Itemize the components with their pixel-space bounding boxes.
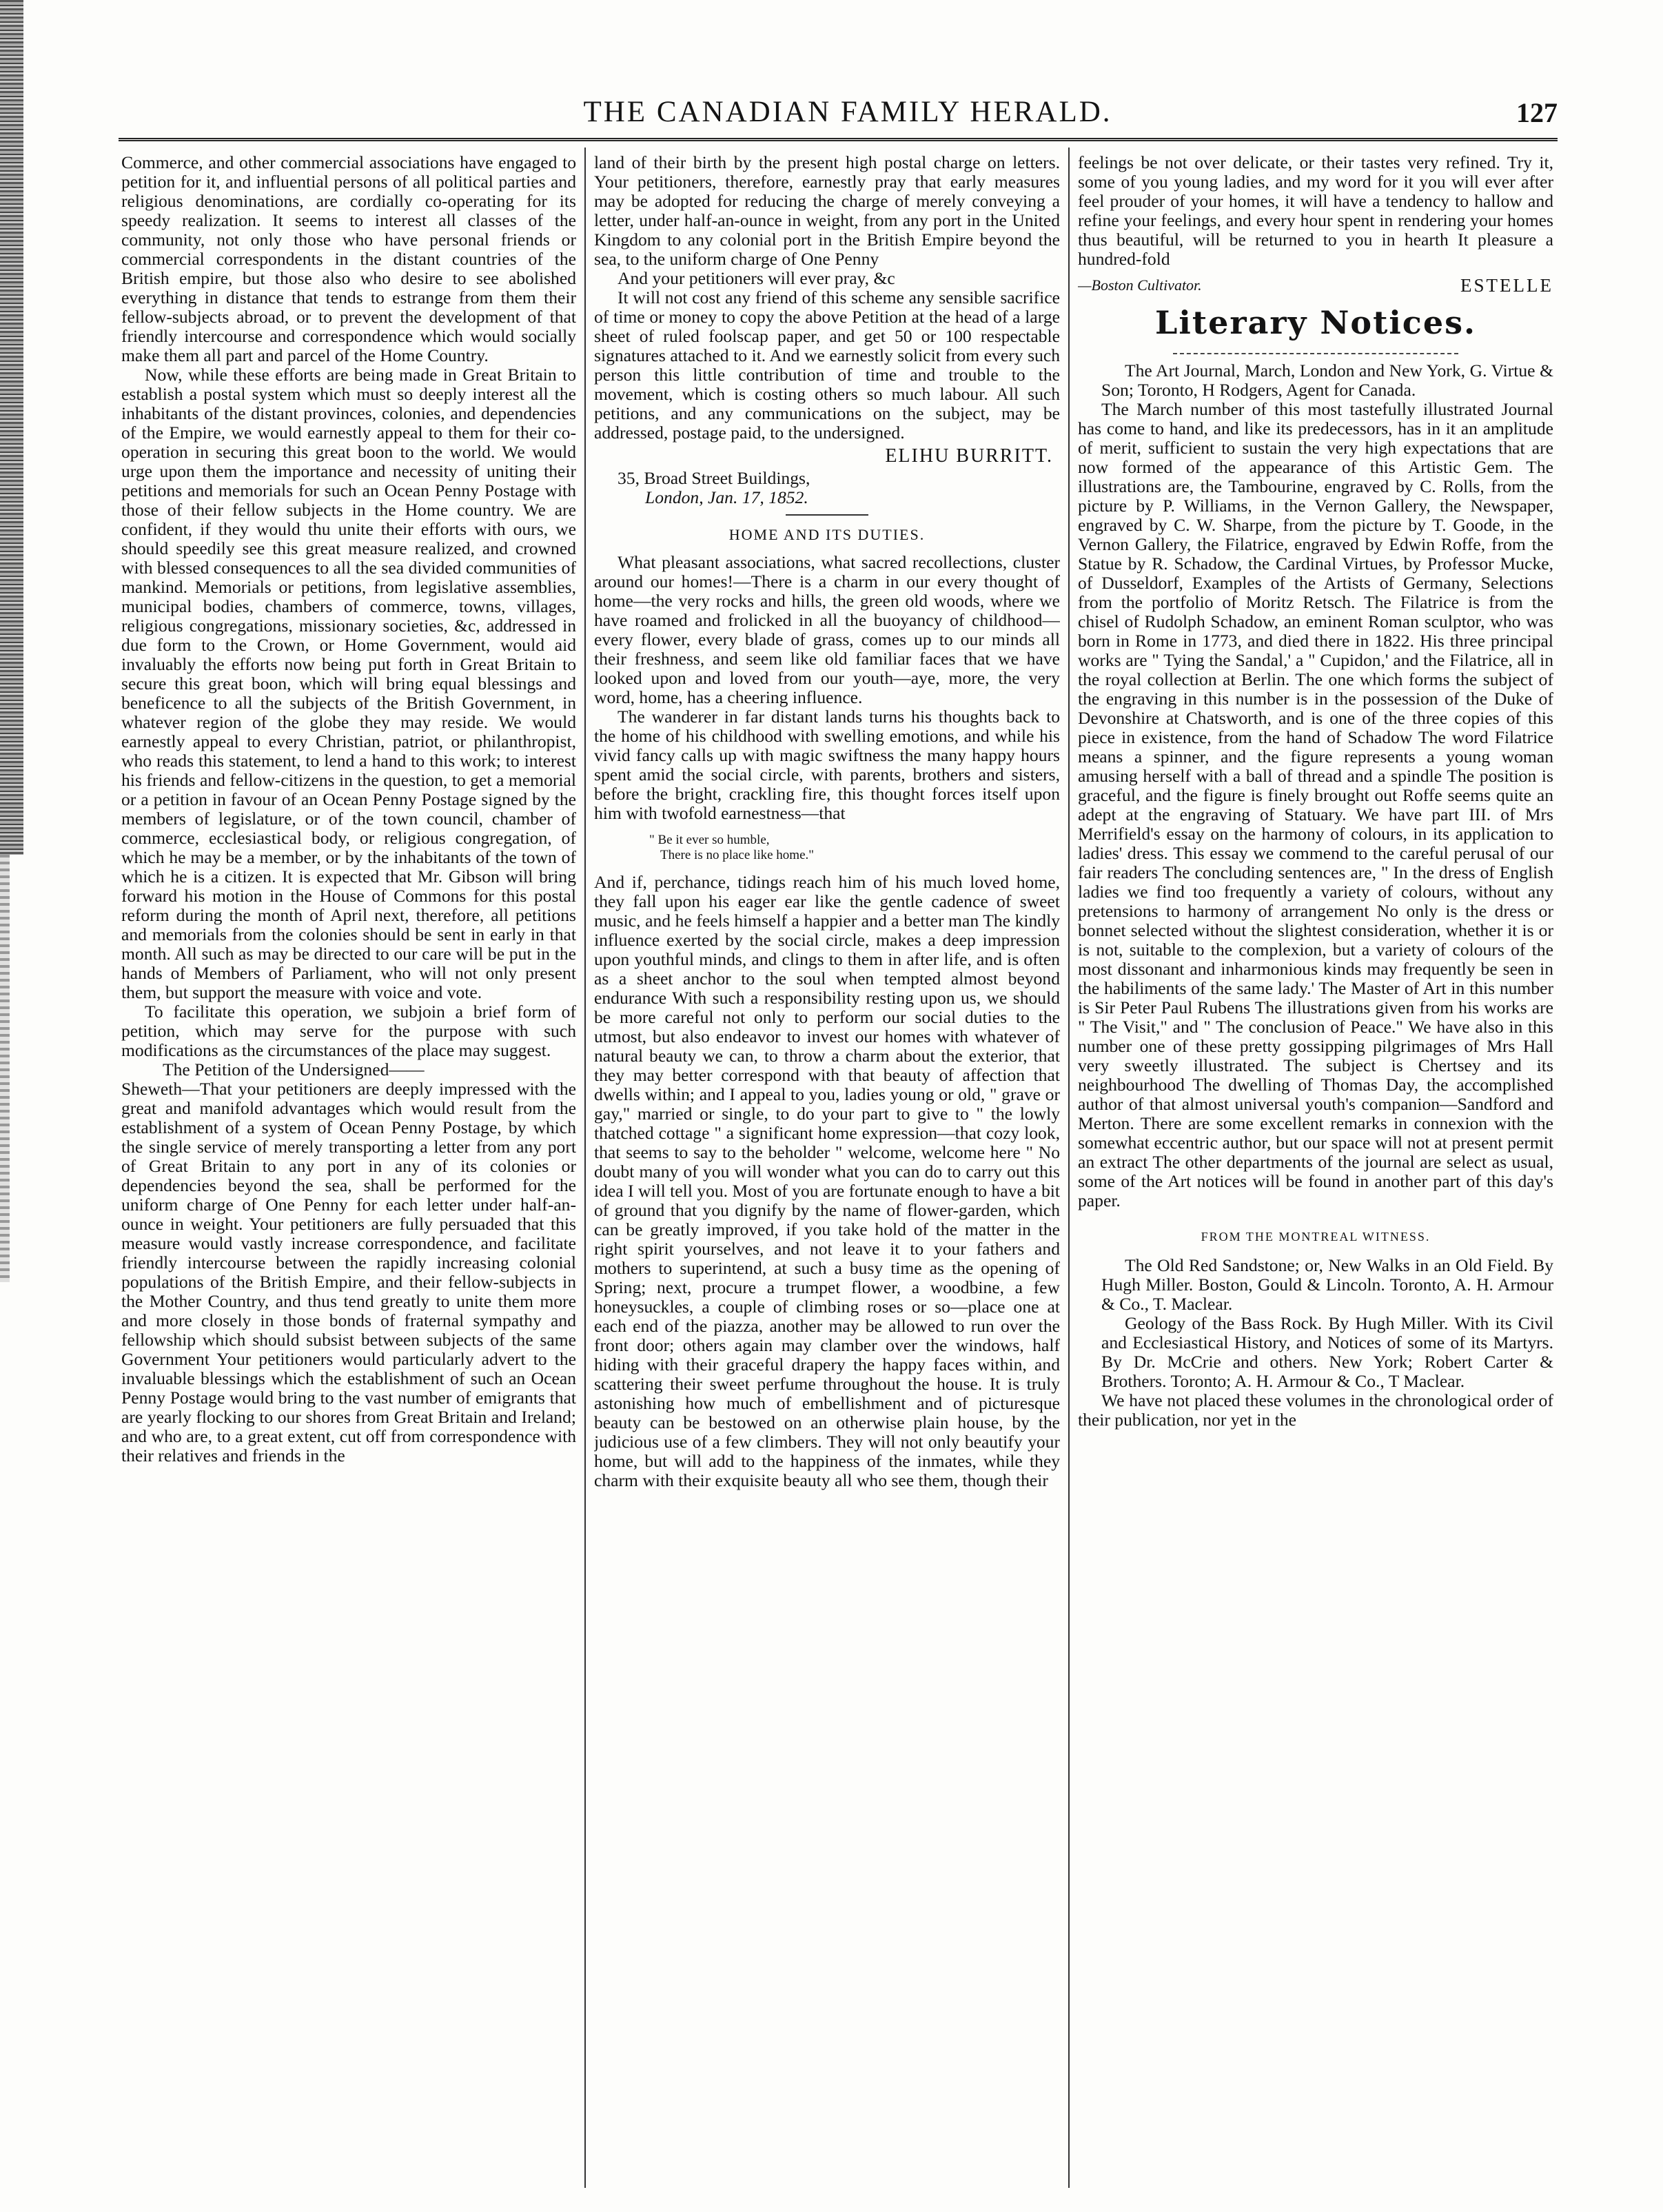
source-heading: FROM THE MONTREAL WITNESS.	[1201, 1230, 1431, 1244]
paragraph: And your petitioners will ever pray, &c	[618, 268, 895, 288]
paragraph: Commerce, and other commercial associations have engaged to petition for it, and influential persons of all political parties and religious denominations, are cordially co-operating for its speedy realization. It seems to interest all classes of the community, not only those who have personal friends or commercial correspondents in the distant countries of the British empire, but those also who desire to see abolished everything in distance that tends to estrange from them their fellow-subjects abroad, or to prevent the development of that friendly intercourse and correspondence which would socially make them all part and parcel of the Home Country.	[121, 153, 576, 365]
address	[618, 469, 1060, 507]
article-title: HOME AND ITS DUTIES.	[728, 526, 926, 543]
credit-author: ESTELLE	[1460, 275, 1553, 296]
section-rule	[786, 514, 868, 516]
petition-heading: The Petition of the Undersigned——	[163, 1059, 425, 1079]
decorative-rule	[1173, 353, 1458, 354]
paragraph: land of their birth by the present high postal charge on letters. Your petitioners, therefore, earnestly pray that early measures may be adopted for reducing the charge of merely conveying a letter, under half-an-ounce in weight, from any port in the United Kingdom to any colonial port in the British Empire beyond the sea, to the uniform charge of One Penny	[594, 153, 1060, 269]
address-line: 35, Broad Street Buildings,	[618, 468, 810, 488]
paragraph: feelings be not over delicate, or their tastes very refined. Try it, some of you young ladies, and my word for it you will ever after feel prouder of your homes, it will have a tendency to hallow and refine your feelings, and every hour spent in rendering your homes thus beautiful, will be returned to you in hearth It pleasure a hundred-fold	[1078, 153, 1553, 269]
paragraph: And if, perchance, tidings reach him of his much loved home, they fall upon his eager ear like the gentle cadence of sweet music, and he feels himself a happier and a better man The kindly influence exerted by the social circle, makes a deep impression upon youthful minds, and clings to them in after life, and is often as a sheet anchor to the soul when tempted almost beyond endurance With such a responsibility resting upon us, we should be more careful not only to perform our social duties to the utmost, but also endeavor to invest our homes with whatever of natural beauty we can, to throw a charm about the exterior, that they may better correspond with that beauty of affection that dwells within; and I appeal to you, ladies young or old, " grave or gay," married or single, to do your part to give to " the lowly thatched cottage " a significant home expression—that cozy look, that seems to say to the beholder " welcome, welcome here " No doubt many of you will wonder what you can do to carry out this idea I will tell you. Most of you are fortunate enough to have a bit of ground that you dignify by the name of flower-garden, which can be greatly improved, if you take hold of the matter in the right spirit yourselves, and not leave it to your fathers and mothers to superintend, at such a busy time as the opening of Spring; next, procure a trumpet flower, a woodbine, a few honeysuckles, a couple of climbing roses or so—place one at each end of the piazza, another may be allowed to run over the front door; others again may clamber over the windows, half hiding with their graceful drapery the happy faces within, and scattering their sweet perfume throughout the house. It is truly astonishing how much of embellishment and of picturesque beauty can be bestowed on an otherwise plain house, by the judicious use of a few climbers. They will not only beautify your home, but will add to the happiness of the inmates, while they charm with their exquisite beauty all who see them, though their	[594, 872, 1060, 1490]
book-entry: The Old Red Sandstone; or, New Walks in an Old Field. By Hugh Miller. Boston, Gould & Lincoln. Toronto, A. H. Armour & Co., T. Maclear.	[1101, 1255, 1553, 1314]
column-divider	[1068, 148, 1070, 2188]
scanned-page-edge	[0, 0, 23, 855]
paragraph: Now, while these efforts are being made in Great Britain to establish a postal system which must so deeply interest all the inhabitants of the distant provinces, colonies, and dependencies of the Empire, we would earnestly appeal to them for their co-operation in securing this great boon to the world. We would urge upon them the importance and necessity of uniting their petitions and memorials for such an Ocean Penny Postage with those of their fellow subjects in the Home country. We are confident, if they would thu unite their efforts with ours, we should speedily see this great measure realized, and crowned with blessed consequences to all the sea divided communities of mankind. Memorials or petitions, from legislative assemblies, municipal bodies, chambers of commerce, towns, villages, religious congregations, missionary societies, &c, addressed in due form to the Crown, or Home Government, would aid invaluably the efforts now being put forth in Great Britain to secure this great boon, which will bring equal blessings and beneficence to all the subjects of the British Government, in whatever region of the globe they may reside. We would earnestly appeal to every Christian, patriot, or philanthropist, who reads this statement, to lend a hand to this work; to interest his friends and fellow-citizens in the question, to get a memorial or a petition in favour of an Ocean Penny Postage signed by the members of legislature, or of the town council, chamber of commerce, ecclesiastical body, or religious congregation, of which he may be a member, or by the inhabitants of the town of which he is a citizen. It is expected that Mr. Gibson will bring forward his motion in the House of Commons for this postal reform during the month of April next, therefore, all petitions and memorials from the colonies should be sent in early in that month. All such as may be directed to our care will be put in the hands of Members of Parliament, who will not only present them, but support the measure with voice and vote.	[121, 365, 576, 1002]
credit-source: —Boston Cultivator.	[1078, 276, 1202, 294]
column-middle	[594, 153, 1060, 2193]
paragraph: Sheweth—That your petitioners are deeply impressed with the great and manifold advantages which would result from the establishment of a system of Ocean Penny Postage, by which the single service of merely transporting a letter from any port of Great Britain to any port in any of its colonies or dependencies beyond the sea, shall be performed for the uniform charge of One Penny for each letter under half-an-ounce in weight. Your petitioners are fully persuaded that this measure would vastly increase correspondence, and facilitate friendly intercourse between the rapidly increasing colonial populations of the British Empire, and their fellow-subjects in the Mother Country, and thus tend greatly to unite them more and more closely in those bonds of fraternal sympathy and fellowship which should subsist between subjects of the same Government Your petitioners would particularly advert to the invaluable blessings which the establishment of such an Ocean Penny Postage would bring to the vast number of emigrants that are yearly flocking to our shores from Great Britain and Ireland; and who are, to a great extent, cut off from correspondence with their relatives and friends in the	[121, 1079, 576, 1465]
book-entry: The Art Journal, March, London and New York, G. Virtue & Son; Toronto, H Rodgers, Agent for Canada.	[1101, 361, 1553, 400]
page-header	[138, 95, 1558, 136]
paragraph: The wanderer in far distant lands turns his thoughts back to the home of his childhood with swelling emotions, and while his vivid fancy calls up with magic swiftness the many happy hours spent amid the social circle, with parents, brothers and sisters, before the bright, crackling fire, this thought forces itself upon him with twofold earnestness—that	[594, 707, 1060, 823]
book-entry: Geology of the Bass Rock. By Hugh Miller. With its Civil and Ecclesiastical History, and Notices of some of its Martyrs. By Dr. McCrie and others. New York; Robert Carter & Brothers. Toronto; A. H. Armour & Co., T Maclear.	[1101, 1313, 1553, 1391]
column-left	[121, 153, 576, 2193]
verse-line: There is no place like home."	[660, 848, 815, 862]
signature: ELIHU BURRITT.	[885, 445, 1053, 467]
running-title: THE CANADIAN FAMILY HERALD.	[583, 96, 1112, 128]
paragraph: What pleasant associations, what sacred recollections, cluster around our homes!—There is a charm in our every thought of home—the very rocks and hills, the green old woods, where we have roamed and frolicked in all the buoyancy of childhood—every flower, every blade of grass, comes up to our minds all their freshness, and seem like old familiar faces that we have looked upon and loved from our youth—aye, more, the very word, home, has a cheering influence.	[594, 552, 1060, 707]
section-heading: Literary Notices.	[1155, 304, 1476, 341]
scanned-page-edge-lower	[0, 855, 10, 1282]
column-right	[1078, 153, 1553, 2193]
article-credit	[1078, 276, 1553, 295]
verse-line: " Be it ever so humble,	[649, 833, 770, 847]
verse-quote	[649, 833, 1060, 863]
paragraph: It will not cost any friend of this scheme any sensible sacrifice of time or money to copy the above Petition at the head of a large sheet of ruled foolscap paper, and get 50 or 100 respectable signatures attached to it. And we earnestly solicit from every such person this little contribution of time and trouble to the movement, which is costing others so much labour. All such petitions, and any communications on the subject, may be addressed, postage paid, to the undersigned.	[594, 287, 1060, 443]
page-number: 127	[1516, 97, 1558, 128]
header-rule	[119, 138, 1558, 141]
paragraph: We have not placed these volumes in the chronological order of their publication, nor yet in the	[1078, 1390, 1553, 1430]
paragraph: To facilitate this operation, we subjoin a brief form of petition, which may serve for the purpose with such modifications as the circumstances of the place may suggest.	[121, 1002, 576, 1060]
column-divider	[584, 148, 586, 2188]
address-date: London, Jan. 17, 1852.	[645, 487, 808, 507]
paragraph: The March number of this most tastefully illustrated Journal has come to hand, and like its predecessors, has in it an amplitude of merit, sufficient to sustain the very high expectations that are now formed of the appearance of this Artistic Gem. The illustrations are, the Tambourine, engraved by C. Rolls, from the picture by P. Williams, in the Vernon Gallery, the Newspaper, engraved by C. W. Sharpe, from the picture by T. Goode, in the Vernon Gallery, the Filatrice, engraved by Edwin Roffe, from the Statue by R. Schadow, the Cardinal Virtues, by Professor Mucke, of Dusseldorf, Examples of the Artists of Germany, Selections from the portfolio of Moritz Retsch. The Filatrice is from the chisel of Rudolph Schadow, an eminent Roman sculptor, who was born in Rome in 1773, and died there in 1822. His three principal works are " Tying the Sandal,' a " Cupidon,' and the Filatrice, all in the royal collection at Berlin. The one which forms the subject of the engraving in this number is in the possession of the Duke of Devonshire at Chatsworth, and is one of the three copies of this piece in existence, from the hand of Schadow The word Filatrice means a spinner, and the figure represents a young woman amusing herself with a ball of thread and a spindle The position is graceful, and the figure is finely brought out Roffe seems quite an adept at the engraving of Statuary. We have part III. of Mrs Merrifield's essay on the harmony of colours, in its application to ladies' dress. This essay we commend to the careful perusal of our fair readers The concluding sentences are, " In the dress of English ladies we find too frequently a variety of colours, without any pretensions to harmony of arrangement No only is the dress or bonnet selected without the slightest consideration, whether it is or is not, suitable to the complexion, but a variety of colours of the most dissonant and inharmonious kinds may frequently be seen in the habiliments of the same lady.' The Master of Art in this number is Sir Peter Paul Rubens The illustrations given from his works are " The Visit," and " The conclusion of Peace." We have also in this number one of these pretty gossipping pilgrimages of Mrs Hall very sweetly illustrated. The subject is Chertsey and its neighbourhood The dwelling of Thomas Day, the accomplished author of that almost universal youth's companion—Sandford and Merton. There are some excellent remarks in connexion with the somewhat eccentric author, but our space will not at present permit an extract The other departments of the journal are select as usual, some of the Art notices will be found in another part of this day's paper.	[1078, 399, 1553, 1210]
